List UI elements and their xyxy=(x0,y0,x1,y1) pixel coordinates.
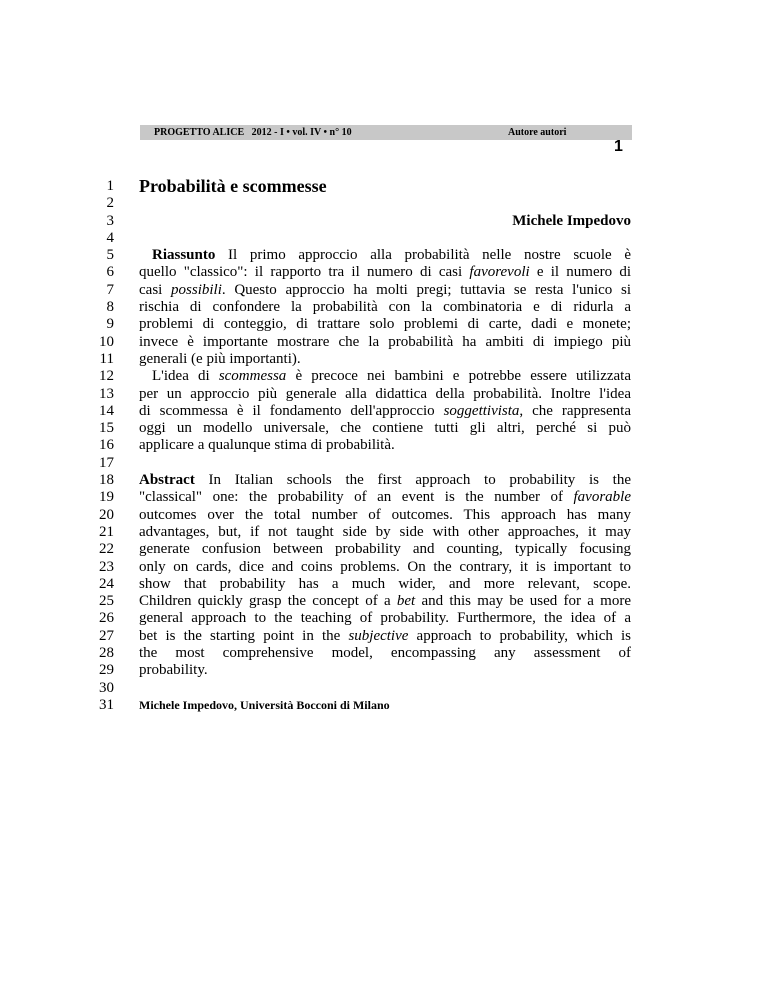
line-number: 2 xyxy=(106,195,114,212)
author-affiliation: Michele Impedovo, Università Bocconi di Milano xyxy=(139,697,390,712)
line-number: 22 xyxy=(99,541,114,558)
line-number: 5 xyxy=(106,247,114,264)
line-number: 12 xyxy=(99,368,114,385)
line-number: 9 xyxy=(106,316,114,333)
line-number: 30 xyxy=(99,679,114,696)
abstract-line: "classical" one: the probability of an event is the number of favorable xyxy=(139,489,631,506)
line-number: 21 xyxy=(99,523,114,540)
page-number: 1 xyxy=(614,138,623,155)
line-number: 17 xyxy=(99,454,114,471)
line-number: 8 xyxy=(106,299,114,316)
riassunto-line: di scommessa è il fondamento dell'approccio soggettivista, che rappresenta xyxy=(139,402,631,419)
abstract-line: the most comprehensive model, encompassing any assessment of xyxy=(139,645,631,662)
riassunto-line: generali (e più importanti). xyxy=(139,350,301,367)
line-number: 11 xyxy=(99,350,114,367)
line-number: 18 xyxy=(99,472,114,489)
line-number: 31 xyxy=(99,696,114,713)
line-number: 14 xyxy=(99,402,114,419)
line-number: 6 xyxy=(106,264,114,281)
line-number: 23 xyxy=(99,558,114,575)
line-number: 28 xyxy=(99,645,114,662)
line-number: 26 xyxy=(99,610,114,627)
running-header xyxy=(140,125,632,140)
abstract-line: outcomes over the total number of outcomes. This approach has many xyxy=(139,506,631,523)
abstract-label: Abstract xyxy=(139,472,195,489)
blank-line xyxy=(139,455,631,472)
line-number: 1 xyxy=(106,178,114,194)
blank-line xyxy=(139,680,631,697)
abstract-line: Abstract In Italian schools the first approach to probability is the xyxy=(139,472,631,489)
authors-header: Autore autori xyxy=(508,127,567,138)
abstract-line: advantages, but, if not taught side by side with other approaches, it may xyxy=(139,523,631,540)
riassunto-line: applicare a qualunque stima di probabilità. xyxy=(139,437,395,454)
author-name: Michele Impedovo xyxy=(512,212,631,229)
abstract-line: show that probability has a much wider, and more relevant, scope. xyxy=(139,575,631,592)
line-number: 19 xyxy=(99,489,114,506)
line-numbers xyxy=(80,178,114,714)
abstract-line: probability. xyxy=(139,662,208,679)
paper-body xyxy=(139,178,631,714)
line-number: 20 xyxy=(99,506,114,523)
line-number: 10 xyxy=(99,333,114,350)
abstract-line: only on cards, dice and coins problems. On the contrary, it is important to xyxy=(139,558,631,575)
riassunto-line: problemi di conteggio, di trattare solo problemi di carte, dadi e monete; xyxy=(139,316,631,333)
riassunto-line: oggi un modello universale, che contiene tutti gli altri, perché si può xyxy=(139,420,631,437)
line-number: 15 xyxy=(99,420,114,437)
blank-line xyxy=(139,195,631,212)
journal-header: PROGETTO ALICE 2012 - I • vol. IV • n° 10 xyxy=(154,127,352,138)
line-number: 3 xyxy=(106,212,114,229)
line-number: 27 xyxy=(99,627,114,644)
riassunto-label: Riassunto xyxy=(152,247,216,264)
riassunto-line: invece è importante mostrare che la probabilità ha ambiti di impiego più xyxy=(139,333,631,350)
line-number: 25 xyxy=(99,593,114,610)
riassunto-line: Riassunto Il primo approccio alla probabilità nelle nostre scuole è xyxy=(152,247,631,264)
riassunto-line: rischia di confondere la probabilità con la combinatoria e di ridurla a xyxy=(139,299,631,316)
line-number: 16 xyxy=(99,437,114,454)
abstract-line: Children quickly grasp the concept of a bet and this may be used for a more xyxy=(139,593,631,610)
line-number: 7 xyxy=(106,281,114,298)
abstract-line: generate confusion between probability and counting, typically focusing xyxy=(139,541,631,558)
line-number: 29 xyxy=(99,662,114,679)
riassunto-line: casi possibili. Questo approccio ha molti pregi; tuttavia se resta l'unico si xyxy=(139,281,631,298)
line-number: 4 xyxy=(106,229,114,246)
line-number: 13 xyxy=(99,385,114,402)
riassunto-line: quello "classico": il rapporto tra il numero di casi favorevoli e il numero di xyxy=(139,264,631,281)
abstract-line: general approach to the teaching of probability. Furthermore, the idea of a xyxy=(139,610,631,627)
riassunto-line: per un approccio più generale alla didattica della probabilità. Inoltre l'idea xyxy=(139,385,631,402)
blank-line xyxy=(139,230,631,247)
abstract-line: bet is the starting point in the subjective approach to probability, which is xyxy=(139,627,631,644)
riassunto-line: L'idea di scommessa è precoce nei bambini e potrebbe essere utilizzata xyxy=(152,368,631,385)
paper-title: Probabilità e scommesse xyxy=(139,176,327,196)
line-number: 24 xyxy=(99,575,114,592)
